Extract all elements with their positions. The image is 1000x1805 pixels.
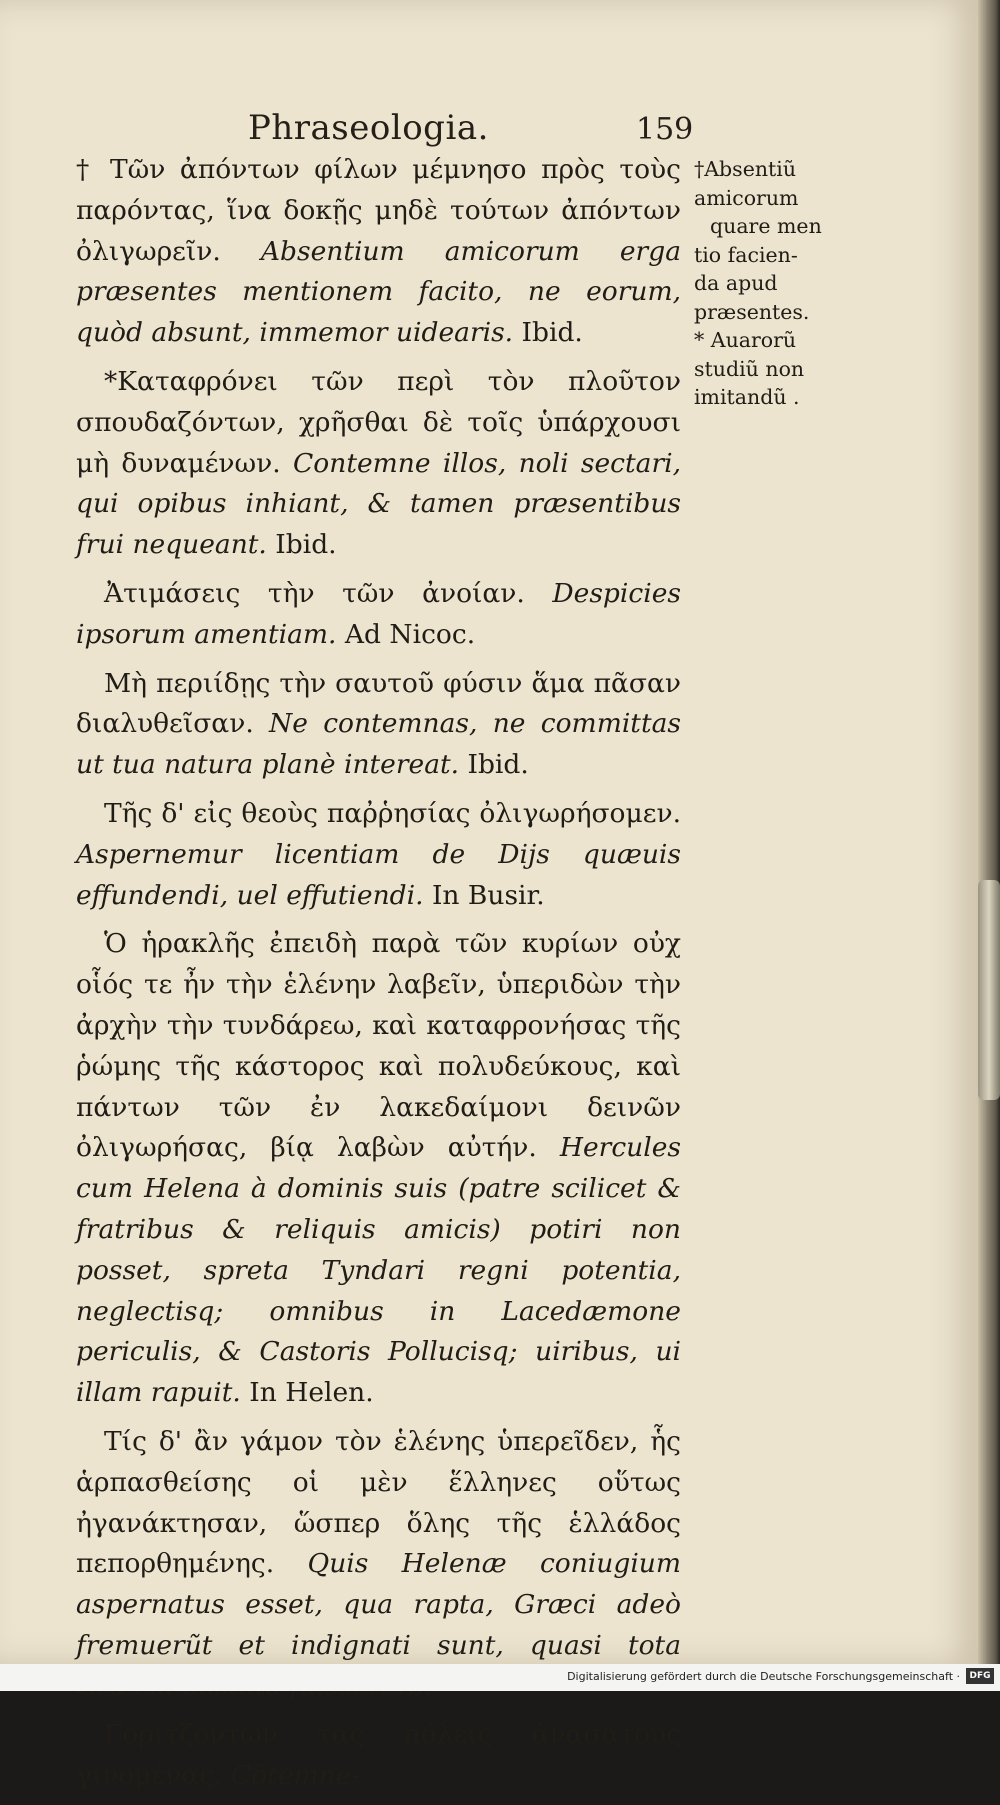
latin-translation: Hercules cum Helena à dominis suis (patre scilicet & fratribus & reliquis amicis) potiri non posset, spreta Tyndari regni potentia, neglectisq; omnibus in Lacedæmone periculis, & Castoris Pollucisq; uiribus, ui illam rapuit. <box>76 1132 681 1409</box>
greek-phrase: † Τῶν ἀπόντων φίλων μέμνησο πρὸς τοὺς παρόντας, ἵνα δοκῇς μηδὲ τούτων ἀπόντων ὀλιγωρεῖν. <box>76 154 681 267</box>
greek-phrase: Ὁ ἡρακλῆς ἐπειδὴ παρὰ τῶν κυρίων οὐχ οἷός τε ἦν τὴν ἑλένην λαβεῖν, ὑπεριδὼν τὴν ἀρχὴν τὴν τυνδάρεω, καὶ καταφρονήσας τῆς ῥώμης τῆς κάστορος καὶ πολυδεύκους, καὶ πάντων τῶν ἐν λακεδαίμονι δεινῶν ὀλιγωρήσας, βίᾳ λαβὼν αὐτήν. <box>76 928 681 1164</box>
latin-translation: Cōtemne- <box>230 1760 361 1792</box>
greek-phrase: Γοριτζόντων τὰς πόλεις ἀνασάτους γινομένας. <box>76 1719 681 1792</box>
source-reference: In Helen. <box>249 1377 374 1409</box>
main-text-block <box>76 150 681 1805</box>
margin-note-absentium <box>694 155 824 326</box>
latin-translation: Despicies ipsorum amentiam. <box>76 577 681 650</box>
dfg-logo-icon: DFG <box>966 1668 994 1684</box>
source-reference: Ibid. <box>467 749 529 781</box>
paragraph-8 <box>76 1715 681 1797</box>
paragraph-1 <box>76 150 681 354</box>
margin-note-line: da apud <box>694 271 778 295</box>
margin-note-line: imitandũ . <box>694 385 800 409</box>
page-number: 159 <box>636 112 694 147</box>
source-reference: In Busir. <box>431 879 545 911</box>
latin-translation: Quis Helenæ coniugium aspernatus esset, qua rapta, Græci adeò fremuerũt et indignati sunt, quasi tota <box>76 1548 681 1661</box>
funding-credit: Digitalisierung gefördert durch die Deutsche Forschungsgemeinschaft · <box>567 1670 960 1683</box>
margin-note-line: studiũ non <box>694 356 805 381</box>
source-reference: Ad Nicoc. <box>344 618 476 650</box>
margin-note-line: amicorum <box>694 185 799 210</box>
page-clip <box>978 880 1000 1100</box>
latin-translation: Ne contemnas, ne committas ut tua natura planè intereat. <box>76 708 681 781</box>
page-edge <box>978 0 1000 1664</box>
source-reference: Ibid. <box>275 529 337 561</box>
source-reference: Ibid. <box>521 317 583 349</box>
greek-phrase: *Καταφρόνει τῶν περὶ τὸν πλοῦτον σπουδαζόντων, χρῆσθαι δὲ τοῖς ὑπάρχουσι μὴ δυναμένων. <box>76 365 681 479</box>
greek-phrase: Τῆς δ' εἰς θεοὺς παῤῥησίας ὀλιγωρήσομεν. <box>104 797 681 829</box>
running-title: Phraseologia. <box>248 108 489 148</box>
margin-note-line: †Absentiũ <box>694 157 797 181</box>
paragraph-2 <box>76 362 681 566</box>
margin-notes <box>694 155 824 412</box>
margin-note-line: quare men <box>710 214 822 238</box>
margin-note-line: * Auarorũ <box>694 328 797 352</box>
paragraph-4 <box>76 664 681 786</box>
margin-note-auarorum <box>694 326 824 412</box>
greek-phrase: Μὴ περιίδῃς τὴν σαυτοῦ φύσιν ἅμα πᾶσαν διαλυθεῖσαν. <box>76 667 681 740</box>
latin-translation: Contemne illos, noli sectari, qui opibus inhiant, & tamen præsentibus frui nequeant. <box>76 447 682 561</box>
margin-note-line: præsentes. <box>694 299 810 324</box>
latin-translation: Aspernemur licentiam de Dijs quæuis effundendi, uel effutiendi. <box>76 838 681 911</box>
greek-phrase: Ἀτιμάσεις τὴν τῶν ἀνοίαν. <box>104 577 525 609</box>
margin-note-line: tio facien- <box>694 242 798 267</box>
paragraph-3 <box>76 574 681 656</box>
greek-phrase: Τίς δ' ἂν γάμον τὸν ἑλένης ὑπερεῖδεν, ἧς ἁρπασθείσης οἱ μὲν ἕλληνες οὕτως ἠγανάκτησαν, ὥσπερ ὅλης τῆς ἑλλάδος πεπορθημένης. <box>76 1425 681 1580</box>
paragraph-5 <box>76 794 681 916</box>
latin-translation: Absentium amicorum erga præsentes mentionem facito, ne eorum, quòd absunt, immemor uidearis. <box>76 235 681 349</box>
paragraph-6 <box>76 924 681 1414</box>
